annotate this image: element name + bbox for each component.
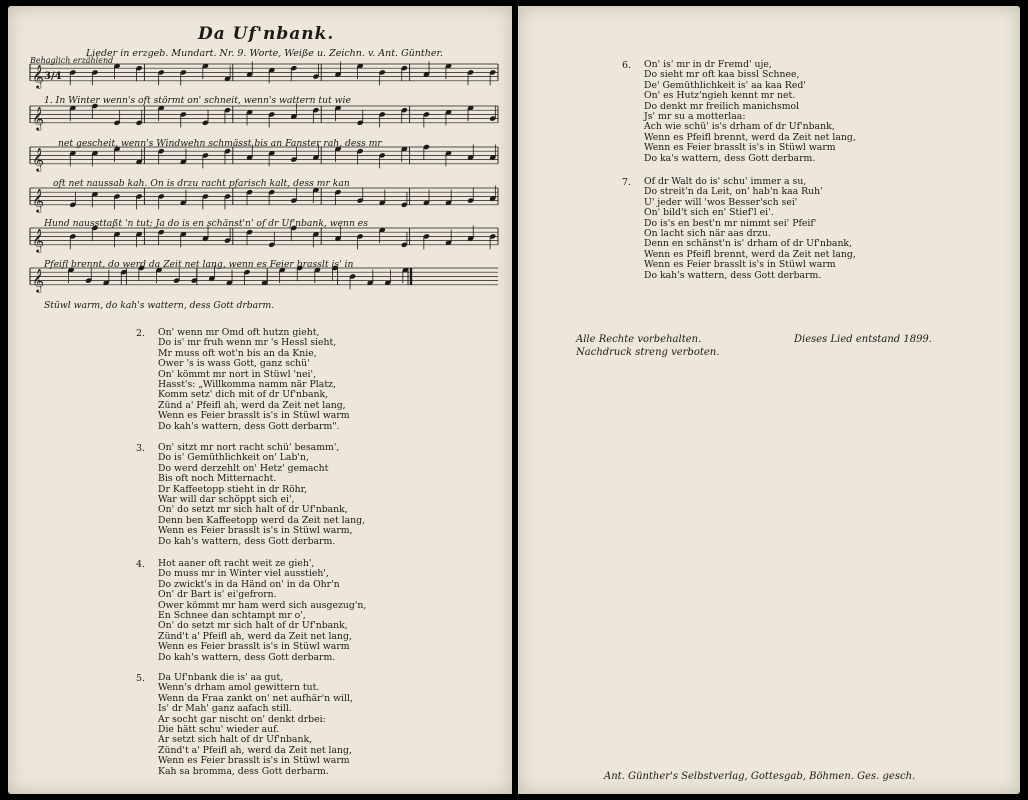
verse-line: De' Gemüthlichkeit is' aa kaa Red' — [644, 79, 806, 91]
verse-line: On' dr Bart is' ei'gefrorn. — [158, 589, 277, 601]
right-page — [518, 6, 1020, 794]
staff-lyric-5: Pfeifl brennt, do werd da Zeit net lang, wenn es Feier brasslt is' in — [44, 259, 354, 270]
verse-line: Do kah's wattern, dess Gott derbarm". — [158, 420, 340, 432]
song-title: Da Uf'nbank. — [198, 24, 335, 44]
verse-line: Wenn es Pfeifl brennt, werd da Zeit net lang, — [644, 131, 856, 143]
verse-line: Js' mr su a motterlaa: — [644, 111, 746, 123]
verse-line: Do ka's wattern, dess Gott derbarm. — [644, 152, 816, 164]
origin-note: Dieses Lied entstand 1899. — [794, 334, 932, 345]
treble-clef-icon: 𝄞 — [32, 63, 44, 88]
verse-line: On' kömmt mr nort in Stüwl 'nei', — [158, 368, 317, 380]
verse-line: Is' dr Mah' ganz aafach still. — [158, 703, 292, 715]
verse-line: Da Uf'nbank die is' aa gut, — [158, 672, 284, 683]
verse-line: Dr Kaffeetopp stieht in dr Röhr, — [158, 483, 308, 495]
staff-lyric-6: Stüwl warm, do kah's wattern, dess Gott drbarm. — [44, 300, 275, 311]
verse-line: Do kah's wattern, dess Gott derbarm. — [644, 269, 822, 281]
verse-line: Komm setz' dich mit of dr Uf'nbank, — [158, 389, 329, 401]
verse-line: Bis oft noch Mitternacht. — [158, 473, 277, 485]
verse-line: Kah sa bromma, dess Gott derbarm. — [158, 765, 329, 777]
verse-line: Do sieht mr oft kaa bissl Schnee, — [644, 69, 800, 81]
verse-line: Ach wie schü' is's drham of dr Uf'nbank, — [644, 121, 835, 133]
verse-line: Wenn es Pfeifl brennt, werd da Zeit net lang, — [644, 248, 856, 260]
verse-line: Hot aaner oft racht weit ze gieh', — [158, 558, 315, 569]
verse-line: Denn en schänst'n is' drham of dr Uf'nbank, — [644, 238, 853, 250]
verse-line: War will dar schöppt sich ei', — [158, 494, 295, 506]
verse-line: U' jeder will 'wos Besser'sch sei' — [644, 196, 798, 208]
verse-line: Mr muss oft wot'n bis an da Knie, — [158, 347, 317, 359]
verse-line: Of dr Walt do is' schu' immer a su, — [644, 176, 807, 187]
verse-line: Die hätt schu' wieder auf. — [158, 724, 280, 736]
staff-lyric-2: net gescheit, wenn's Windwehn schmässt bis an Fanster rah, dess mr — [58, 138, 382, 149]
verse-line: Wenn es Feier brasslt is's in Stüwl warm — [644, 142, 836, 154]
verse-line: Zünd a' Pfeifl ah, werd da Zeit net lang, — [158, 399, 346, 411]
verse-number: 4. — [136, 559, 146, 570]
verse-line: Hasst's: „Willkomma namm när Platz, — [158, 379, 336, 391]
verse-line: Wenn es Feier brasslt is's in Stüwl warm — [158, 755, 350, 767]
verse-line: On' do setzt mr sich halt of dr Uf'nbank, — [158, 620, 348, 632]
verse-line: On lacht sich när aas drzu. — [644, 228, 771, 240]
reprint-notice: Nachdruck streng verboten. — [576, 347, 720, 358]
song-subtitle: Lieder in erzgeb. Mundart. Nr. 9. Worte, Weiße u. Zeichn. v. Ant. Günther. — [86, 48, 443, 59]
treble-clef-icon: 𝄞 — [32, 227, 44, 252]
verse-line: Wenn's drham amol gewittern tut. — [158, 682, 320, 694]
verse-lines — [158, 673, 353, 777]
treble-clef-icon: 𝄞 — [32, 105, 44, 130]
verse-lines — [158, 443, 365, 547]
verse-line: Do is's en best'n mr nimmt sei' Pfeif' — [644, 217, 817, 229]
verse-line: Ar setzt sich halt of dr Uf'nbank, — [158, 734, 313, 746]
treble-clef-icon: 𝄞 — [32, 267, 44, 292]
verse-line: Wenn es Feier brasslt is's in Stüwl warm — [158, 410, 350, 422]
verse-number: 6. — [622, 60, 632, 71]
treble-clef-icon: 𝄞 — [32, 187, 44, 212]
staff-lyric-4: Hund naussttaßt 'n tut; Ja do is en schänst'n' of dr Uf'nbank, wenn es — [44, 218, 368, 229]
verse-line: On' bild't sich en' Stief'l ei'. — [644, 207, 774, 219]
verse-line: Do is' mr fruh wenn mr 's Hessl sieht, — [158, 337, 337, 349]
verse-line: Wenn es Feier brasslt is's in Stüwl warm — [158, 641, 350, 653]
verse-line: Wenn da Fraa zankt on' net aufhär'n will, — [158, 692, 353, 704]
staff-lyric-3: oft net naussab kah. On is drzu racht pfarisch kalt, dess mr kan — [53, 178, 350, 189]
verse-line: Do is' Gemüthlichkeit on' Lab'n, — [158, 452, 309, 464]
verse-line: Do werd derzehlt on' Hetz' gemacht — [158, 462, 329, 474]
publisher-line: Ant. Günther's Selbstverlag, Gottesgab, Böhmen. Ges. gesch. — [604, 771, 916, 782]
verse-line: Do denkt mr freilich manichsmol — [644, 100, 800, 112]
verse-lines — [158, 328, 350, 432]
verse-line: Do streit'n da Leit, on' hab'n kaa Ruh' — [644, 186, 823, 198]
verse-line: On' es Hutz'ngieh kennt mr net. — [644, 90, 796, 102]
verse-line: Denn ben Kaffeetopp werd da Zeit net lang, — [158, 514, 366, 526]
verse-line: Ower 's is wass Gott, ganz schü' — [158, 358, 310, 370]
verse-line: Zünd't a' Pfeifl ah, werd da Zeit net lang, — [158, 630, 352, 642]
verse-line: On' is' mr in dr Fremd' uje, — [644, 59, 772, 70]
staff-lyric-1: 1. In Winter wenn's oft störmt on' schneit, wenn's wattern tut wie — [44, 95, 351, 106]
time-signature: 3/4 — [44, 71, 62, 82]
verse-line: En Schnee dan schtampt mr o', — [158, 610, 306, 622]
rights-notice: Alle Rechte vorbehalten. — [576, 334, 702, 345]
verse-line: Wenn es Feier brasslt is's in Stüwl warm — [644, 259, 836, 271]
verse-line: Zünd't a' Pfeifl ah, werd da Zeit net lang, — [158, 744, 352, 756]
verse-line: Do muss mr in Winter viel ausstieh', — [158, 568, 329, 580]
verse-line: Ower kömmt mr ham werd sich ausgezug'n, — [158, 599, 367, 611]
verse-line: Do kah's wattern, dess Gott derbarm. — [158, 651, 336, 663]
verse-line: Ar socht gar nischt on' denkt drbei: — [158, 713, 326, 725]
left-page — [8, 6, 512, 794]
verse-lines — [158, 559, 366, 663]
verse-line: On' do setzt mr sich halt of dr Uf'nbank, — [158, 504, 348, 516]
verse-lines — [644, 60, 856, 164]
tempo-marking: Behaglich erzählend — [30, 56, 114, 65]
verse-number: 3. — [136, 443, 146, 454]
verse-number: 7. — [622, 177, 632, 188]
verse-line: Do kah's wattern, dess Gott derbarm. — [158, 535, 336, 547]
verse-number: 2. — [136, 328, 146, 339]
verse-line: On' wenn mr Omd oft hutzn gieht, — [158, 327, 320, 338]
treble-clef-icon: 𝄞 — [32, 146, 44, 171]
verse-line: Wenn es Feier brasslt is's in Stüwl warm, — [158, 525, 353, 537]
verse-lines — [644, 177, 856, 281]
verse-number: 5. — [136, 673, 146, 684]
verse-line: Do zwickt's in da Händ on' in da Ohr'n — [158, 578, 340, 590]
verse-line: On' sitzt mr nort racht schü' besamm', — [158, 442, 340, 453]
